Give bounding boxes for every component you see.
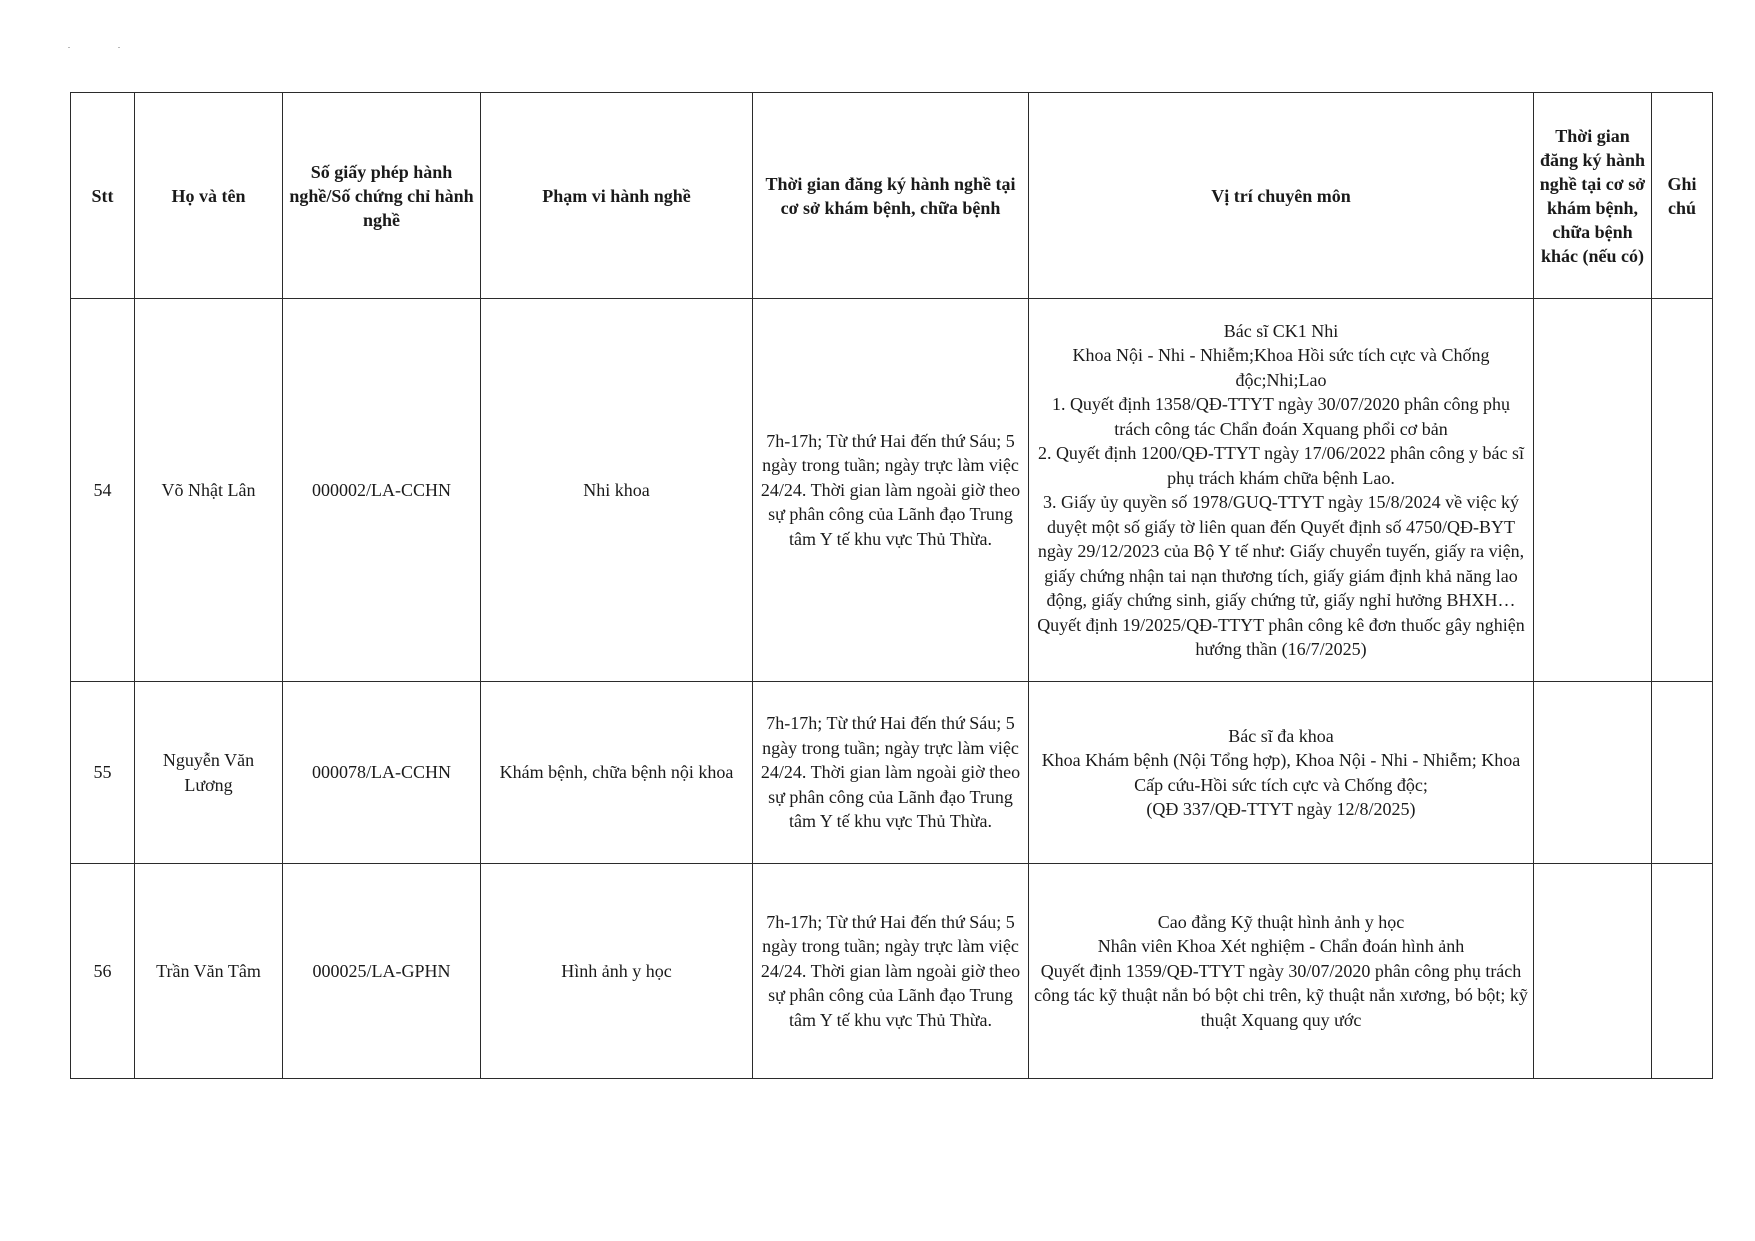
cell-stt: 54: [71, 299, 135, 682]
cell-license: 000002/LA-CCHN: [283, 299, 481, 682]
cell-note: [1652, 682, 1713, 864]
cell-license: 000078/LA-CCHN: [283, 682, 481, 864]
position-line: 1. Quyết định 1358/QĐ-TTYT ngày 30/07/2020 phân công phụ trách công tác Chẩn đoán Xquang phổi cơ bản: [1051, 394, 1511, 439]
position-line: Quyết định 19/2025/QĐ-TTYT phân công kê đơn thuốc gây nghiện hướng thần (16/7/2025): [1037, 614, 1525, 659]
cell-name: Nguyễn Văn Lương: [135, 682, 283, 864]
cell-scope: Nhi khoa: [481, 299, 753, 682]
cell-position: [1029, 682, 1534, 864]
col-header-position: Vị trí chuyên môn: [1029, 93, 1534, 299]
cell-stt: 55: [71, 682, 135, 864]
cell-license: 000025/LA-GPHN: [283, 864, 481, 1079]
position-line: Khoa Nội - Nhi - Nhiễm;Khoa Hồi sức tích cực và Chống độc;Nhi;Lao: [1072, 345, 1490, 390]
col-header-note: Ghi chú: [1652, 93, 1713, 299]
cell-stt: 56: [71, 864, 135, 1079]
cell-scope: Khám bệnh, chữa bệnh nội khoa: [481, 682, 753, 864]
position-line: 3. Giấy ủy quyền số 1978/GUQ-TTYT ngày 15/8/2024 về việc ký duyệt một số giấy tờ liên quan đến Quyết định số 4750/QĐ-BYT ngày 29/12/2023 của Bộ Y tế như: Giấy chuyển tuyến, giấy ra viện, giấy chứng nhận tai nạn thương tích, giấy giám định khả năng lao động, giấy chứng sinh, giấy chứng tử, giấy nghỉ hưởng BHXH…: [1037, 492, 1525, 610]
cell-other-schedule: [1534, 864, 1652, 1079]
position-line: Quyết định 1359/QĐ-TTYT ngày 30/07/2020 phân công phụ trách công tác kỹ thuật nắn bó bột chi trên, kỹ thuật nắn xương, bó bột; kỹ thuật Xquang quy ước: [1034, 960, 1528, 1030]
table-row: [71, 299, 1713, 682]
cell-position: [1029, 864, 1534, 1079]
position-line: Bác sĩ đa khoa: [1228, 725, 1334, 746]
position-line: 2. Quyết định 1200/QĐ-TTYT ngày 17/06/2022 phân công y bác sĩ phụ trách khám chữa bệnh Lao.: [1037, 443, 1525, 488]
col-header-schedule: Thời gian đăng ký hành nghề tại cơ sở khám bệnh, chữa bệnh: [753, 93, 1029, 299]
position-line: (QĐ 337/QĐ-TTYT ngày 12/8/2025): [1146, 799, 1416, 819]
position-line: Nhân viên Khoa Xét nghiệm - Chẩn đoán hình ảnh: [1097, 936, 1465, 957]
practitioner-table: [70, 92, 1713, 1079]
header-row: [71, 93, 1713, 299]
cell-schedule: 7h-17h; Từ thứ Hai đến thứ Sáu; 5 ngày trong tuần; ngày trực làm việc 24/24. Thời gian làm ngoài giờ theo sự phân công của Lãnh đạo Trung tâm Y tế khu vực Thủ Thừa.: [753, 864, 1029, 1079]
col-header-stt: Stt: [71, 93, 135, 299]
cell-position: [1029, 299, 1534, 682]
cell-other-schedule: [1534, 299, 1652, 682]
col-header-other-schedule: Thời gian đăng ký hành nghề tại cơ sở khám bệnh, chữa bệnh khác (nếu có): [1534, 93, 1652, 299]
col-header-license: Số giấy phép hành nghề/Số chứng chỉ hành nghề: [283, 93, 481, 299]
scan-speck: [118, 47, 120, 48]
cell-name: Trần Văn Tâm: [135, 864, 283, 1079]
col-header-name: Họ và tên: [135, 93, 283, 299]
cell-note: [1652, 299, 1713, 682]
position-line: Cao đẳng Kỹ thuật hình ảnh y học: [1157, 911, 1405, 932]
scan-speck: [68, 47, 70, 48]
cell-note: [1652, 864, 1713, 1079]
cell-other-schedule: [1534, 682, 1652, 864]
table-row: [71, 864, 1713, 1079]
position-line: Khoa Khám bệnh (Nội Tổng hợp), Khoa Nội - Nhi - Nhiễm; Khoa Cấp cứu-Hồi sức tích cực và Chống độc;: [1041, 750, 1521, 795]
position-line: Bác sĩ CK1 Nhi: [1223, 320, 1339, 341]
cell-schedule: 7h-17h; Từ thứ Hai đến thứ Sáu; 5 ngày trong tuần; ngày trực làm việc 24/24. Thời gian làm ngoài giờ theo sự phân công của Lãnh đạo Trung tâm Y tế khu vực Thủ Thừa.: [753, 299, 1029, 682]
table-row: [71, 682, 1713, 864]
cell-schedule: 7h-17h; Từ thứ Hai đến thứ Sáu; 5 ngày trong tuần; ngày trực làm việc 24/24. Thời gian làm ngoài giờ theo sự phân công của Lãnh đạo Trung tâm Y tế khu vực Thủ Thừa.: [753, 682, 1029, 864]
cell-name: Võ Nhật Lân: [135, 299, 283, 682]
cell-scope: Hình ảnh y học: [481, 864, 753, 1079]
col-header-scope: Phạm vi hành nghề: [481, 93, 753, 299]
